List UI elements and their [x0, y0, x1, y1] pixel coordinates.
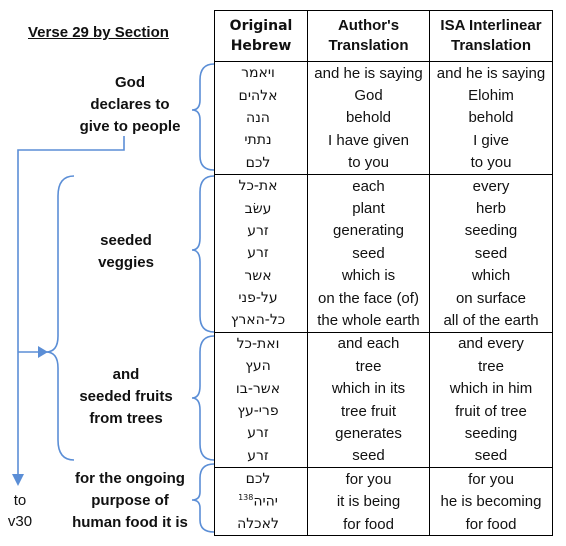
table-row — [215, 377, 553, 399]
section-line: declares to — [90, 96, 170, 113]
hebrew-cell: לאכלה — [215, 513, 308, 536]
isa-cell: and he is saying — [430, 62, 553, 85]
isa-cell: fruit of tree — [430, 400, 553, 422]
table-row — [215, 332, 553, 355]
header-line: Hebrew — [230, 38, 292, 54]
author-cell: which in its — [308, 377, 430, 399]
table-row — [215, 513, 553, 536]
section-line: purpose of — [91, 492, 169, 509]
isa-cell: I give — [430, 129, 553, 151]
section-line: from trees — [89, 410, 163, 427]
isa-cell: seed — [430, 242, 553, 264]
hebrew-cell: העץ — [215, 355, 308, 377]
table-row — [215, 422, 553, 444]
hebrew-cell: ויאמר — [215, 62, 308, 85]
page-title: Verse 29 by Section — [28, 24, 169, 41]
table-row — [215, 400, 553, 422]
arrowhead-right-icon — [38, 346, 48, 358]
table-row — [215, 287, 553, 309]
header-line: Original — [229, 18, 293, 34]
table-row — [215, 490, 553, 512]
hebrew-cell: את-כל — [215, 174, 308, 197]
author-cell: on the face (of) — [308, 287, 430, 309]
header-line: Translation — [450, 37, 532, 54]
author-cell: the whole earth — [308, 309, 430, 332]
hebrew-cell: זרע — [215, 220, 308, 242]
hebrew-cell: נתתי — [215, 129, 308, 151]
isa-cell: to you — [430, 152, 553, 175]
hebrew-cell: אשר — [215, 265, 308, 287]
brace-group-1 — [192, 64, 214, 170]
hebrew-cell: עשׂב — [215, 197, 308, 219]
author-cell: seed — [308, 445, 430, 468]
table-row — [215, 468, 553, 491]
header-line: ISA Interlinear — [440, 17, 542, 34]
hebrew-cell-with-note — [215, 490, 308, 512]
isa-cell: he is becoming — [430, 490, 553, 512]
author-cell: behold — [308, 107, 430, 129]
isa-cell: behold — [430, 107, 553, 129]
table-row — [215, 174, 553, 197]
section-line: for the ongoing — [75, 470, 185, 487]
header-line: Author's — [337, 17, 400, 34]
table-row — [215, 355, 553, 377]
isa-cell: all of the earth — [430, 309, 553, 332]
footnote-marker: 138 — [238, 493, 254, 503]
hebrew-cell: כל-הארץ — [215, 309, 308, 332]
section-line: and — [112, 366, 140, 383]
author-cell: which is — [308, 265, 430, 287]
header-isa — [430, 11, 553, 62]
header-row — [215, 11, 553, 62]
to-label-line: v30 — [7, 513, 33, 530]
hebrew-cell: ואת-כל — [215, 332, 308, 355]
section-line: veggies — [98, 254, 154, 271]
section-line: give to people — [79, 118, 181, 135]
hebrew-cell: לכם — [215, 468, 308, 491]
author-cell: generating — [308, 220, 430, 242]
hebrew-cell: זרע — [215, 422, 308, 444]
isa-cell: which in him — [430, 377, 553, 399]
isa-cell: seeding — [430, 422, 553, 444]
author-cell: it is being — [308, 490, 430, 512]
section-line: human food it is — [72, 514, 188, 531]
isa-cell: Elohim — [430, 84, 553, 106]
author-cell: tree — [308, 355, 430, 377]
isa-cell: which — [430, 265, 553, 287]
author-cell: plant — [308, 197, 430, 219]
isa-cell: every — [430, 174, 553, 197]
isa-cell: for you — [430, 468, 553, 491]
author-cell: I have given — [308, 129, 430, 151]
table-row — [215, 309, 553, 332]
author-cell: for food — [308, 513, 430, 536]
hebrew-cell: אשר-בו — [215, 377, 308, 399]
hebrew-cell: זרע — [215, 445, 308, 468]
verse-table — [214, 10, 553, 536]
table-row — [215, 265, 553, 287]
hebrew-cell: זרע — [215, 242, 308, 264]
table-row — [215, 152, 553, 175]
header-hebrew — [215, 11, 308, 62]
author-cell: God — [308, 84, 430, 106]
arrowhead-down-icon — [12, 474, 24, 486]
author-cell: each — [308, 174, 430, 197]
section-line: seeded — [100, 232, 152, 249]
hebrew-word: יהיה — [253, 493, 278, 510]
header-line: Translation — [328, 37, 409, 54]
hebrew-cell: על-פני — [215, 287, 308, 309]
flow-line-to-v30 — [18, 136, 124, 478]
table-row — [215, 107, 553, 129]
hebrew-cell: פרי-עץ — [215, 400, 308, 422]
brace-group-3 — [192, 336, 214, 460]
author-cell: seed — [308, 242, 430, 264]
section-line: seeded fruits — [79, 388, 173, 405]
author-cell: generates — [308, 422, 430, 444]
table-row — [215, 62, 553, 85]
hebrew-cell: לכם — [215, 152, 308, 175]
brace-group-4 — [192, 464, 214, 532]
section-line: God — [115, 74, 145, 91]
isa-cell: seeding — [430, 220, 553, 242]
isa-cell: on surface — [430, 287, 553, 309]
table-row — [215, 197, 553, 219]
brace-group-2 — [192, 176, 214, 332]
author-cell: and he is saying — [308, 62, 430, 85]
table-row — [215, 220, 553, 242]
table-row — [215, 445, 553, 468]
isa-cell: tree — [430, 355, 553, 377]
isa-cell: herb — [430, 197, 553, 219]
isa-cell: for food — [430, 513, 553, 536]
left-brace — [46, 176, 74, 460]
table-row — [215, 84, 553, 106]
isa-cell: and every — [430, 332, 553, 355]
isa-cell: seed — [430, 445, 553, 468]
header-author — [308, 11, 430, 62]
table-row — [215, 129, 553, 151]
hebrew-cell: הנה — [215, 107, 308, 129]
table-row — [215, 242, 553, 264]
author-cell: to you — [308, 152, 430, 175]
to-label-line: to — [13, 492, 27, 509]
hebrew-cell: אלהים — [215, 84, 308, 106]
author-cell: tree fruit — [308, 400, 430, 422]
author-cell: and each — [308, 332, 430, 355]
author-cell: for you — [308, 468, 430, 491]
